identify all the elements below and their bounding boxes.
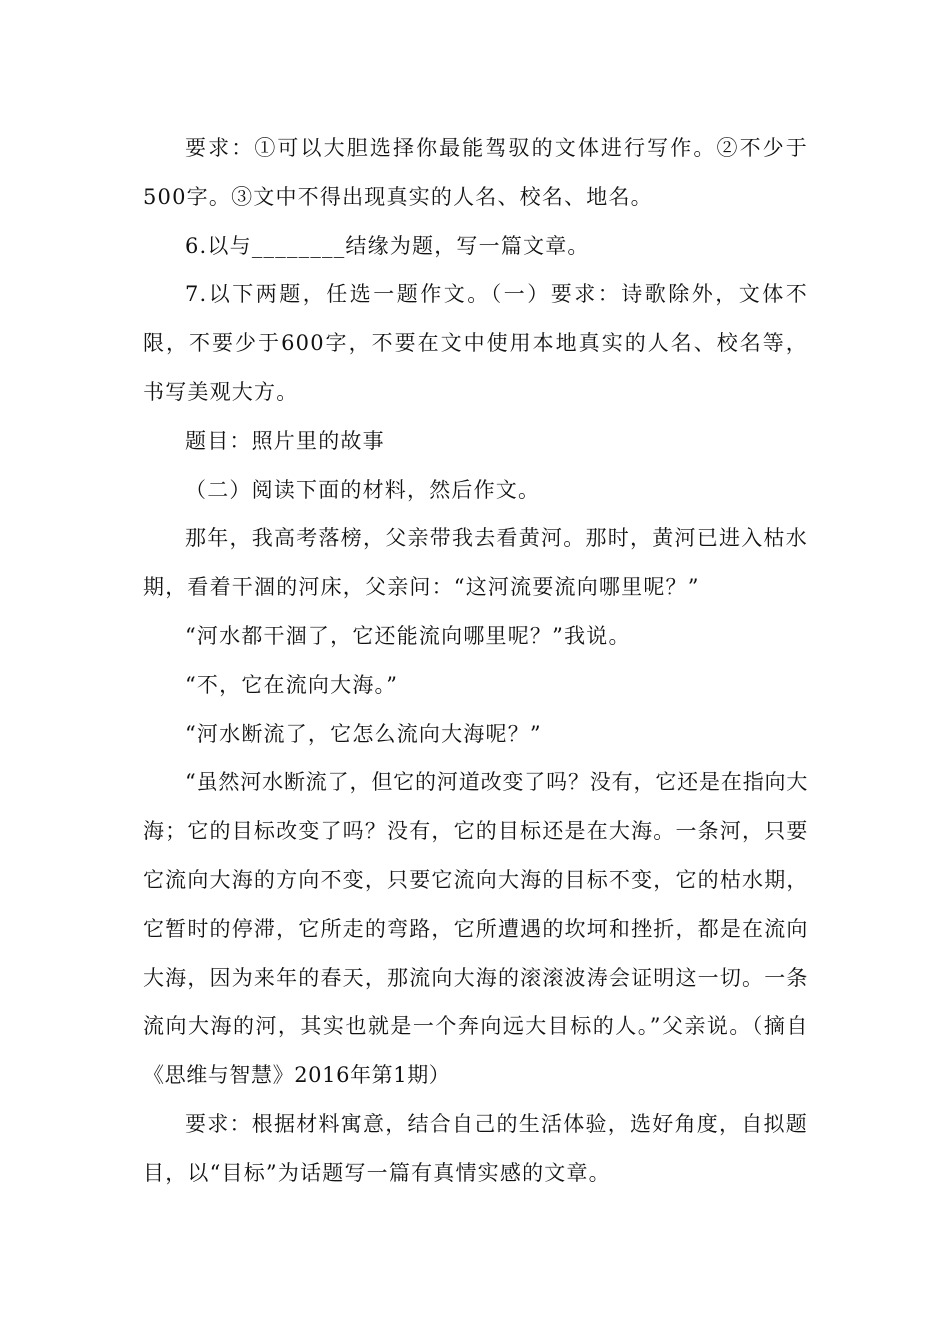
paragraph-question-6: 6.以与________结缘为题，写一篇文章。 bbox=[185, 233, 590, 258]
paragraph-topic-title: 题目：照片里的故事 bbox=[185, 428, 385, 453]
paragraph-question-7: 7.以下两题，任选一题作文。（一）要求：诗歌除外，文体不限，不要少于600字，不要在文中使用本地真实的人名、校名等，书写美观大方。 bbox=[143, 282, 808, 404]
paragraph-material-2: “河水都干涸了，它还能流向哪里呢？”我说。 bbox=[185, 623, 631, 648]
paragraph-material-5: “虽然河水断流了，但它的河道改变了吗？没有，它还是在指向大海；它的目标改变了吗？没有，它的目标还是在大海。一条河，只要它流向大海的方向不变，只要它流向大海的目标不变，它的枯水期，它暂时的停滞，它所走的弯路，它所遭遇的坎坷和挫折，都是在流向大海，因为来年的春天，那流向大海的滚滚波涛会证明这一切。一条流向大海的河，其实也就是一个奔向远大目标的人。”父亲说。（摘自《思维与智慧》2016年第1期） bbox=[143, 770, 808, 1088]
paragraph-material-3: “不，它在流向大海。” bbox=[185, 672, 399, 697]
paragraph-material-4: “河水断流了，它怎么流向大海呢？” bbox=[185, 721, 542, 746]
paragraph-requirements-2: 要求：根据材料寓意，结合自己的生活体验，选好角度，自拟题目，以“目标”为话题写一篇有真情实感的文章。 bbox=[143, 1111, 808, 1185]
paragraph-requirements-1: 要求：①可以大胆选择你最能驾驭的文体进行写作。②不少于500字。③文中不得出现真实的人名、校名、地名。 bbox=[143, 136, 808, 209]
paragraph-material-1: 那年，我高考落榜，父亲带我去看黄河。那时，黄河已进入枯水期，看着干涸的河床，父亲问：“这河流要流向哪里呢？” bbox=[143, 526, 808, 600]
paragraph-option-two: （二）阅读下面的材料，然后作文。 bbox=[185, 477, 541, 502]
document-body bbox=[143, 124, 808, 1198]
